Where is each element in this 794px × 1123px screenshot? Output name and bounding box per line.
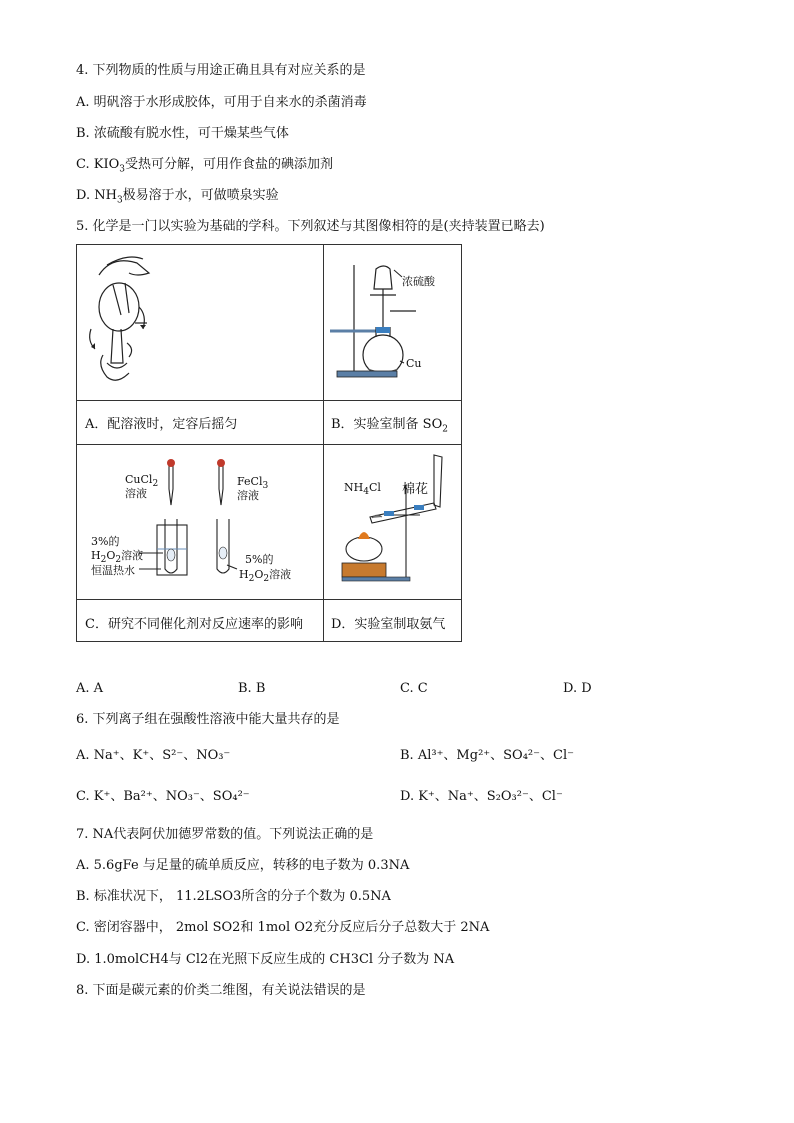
q7-option-d: D. 1.0molCH4与 Cl2在光照下反应生成的 CH3Cl 分子数为 NA	[76, 952, 455, 967]
label-cu: Cu	[406, 357, 422, 370]
label-solution-2: 溶液	[237, 489, 259, 502]
q5-option-d: D. D	[563, 681, 592, 696]
label-5-percent: 5%的	[245, 553, 274, 566]
label-hot-water-bath: 恒温热水	[91, 564, 135, 577]
label-3-percent: 3%的	[91, 535, 120, 548]
caption-b: B．实验室制备 $SO_2$	[331, 417, 448, 435]
q4-option-b: B. 浓硫酸有脱水性，可干燥某些气体	[76, 126, 289, 141]
q4-option-d: D. $NH_3$极易溶于水，可做喷泉实验	[76, 188, 279, 206]
q6-stem: 6. 下列离子组在强酸性溶液中能大量共存的是	[76, 712, 340, 727]
q5-option-b: B. B	[238, 681, 266, 696]
figure-c-catalyst	[77, 445, 323, 599]
q4-stem: 4. 下列物质的性质与用途正确且具有对应关系的是	[76, 63, 366, 78]
q6-option-b: B. Al³⁺、Mg²⁺、SO₄²⁻、Cl⁻	[400, 748, 574, 763]
caption-d: D．实验室制取氨气	[331, 617, 446, 632]
q6-option-c: C. K⁺、Ba²⁺、NO₃⁻、SO₄²⁻	[76, 789, 250, 804]
q7-option-a: A. 5.6gFe 与足量的硫单质反应，转移的电子数为 0.3NA	[76, 858, 410, 873]
q5-option-a: A. A	[76, 681, 104, 696]
q7-option-b: B. 标准状况下， 11.2LSO3所含的分子个数为 0.5NA	[76, 889, 391, 904]
caption-c: C．研究不同催化剂对反应速率的影响	[85, 617, 303, 632]
caption-a: A．配溶液时，定容后摇匀	[85, 417, 238, 432]
label-cucl2: CuCl$_2$	[125, 473, 159, 490]
q4-option-c: C. $KIO_3$受热可分解，可用作食盐的碘添加剂	[76, 157, 334, 175]
label-conc-h2so4: 浓硫酸	[402, 275, 435, 288]
figure-b-so2-apparatus	[324, 245, 463, 400]
figure-a-flask-shaking	[77, 245, 323, 400]
q8-stem: 8. 下面是碳元素的价类二维图，有关说法错误的是	[76, 983, 366, 998]
label-solution-1: 溶液	[125, 487, 147, 500]
q5-figure-table	[76, 244, 462, 642]
label-fecl3: FeCl$_3$	[237, 475, 269, 492]
q6-option-a: A. Na⁺、K⁺、S²⁻、NO₃⁻	[76, 748, 231, 763]
q4-option-a: A. 明矾溶于水形成胶体，可用于自来水的杀菌消毒	[76, 95, 367, 110]
label-nh4cl: $NH_4Cl$	[344, 481, 381, 498]
q5-option-c: C. C	[400, 681, 428, 696]
flask-hand-illustration	[77, 245, 323, 400]
figure-d-ammonia-apparatus	[324, 445, 463, 599]
q6-option-d: D. K⁺、Na⁺、S₂O₃²⁻、Cl⁻	[400, 789, 563, 804]
label-cotton: 棉花	[402, 482, 429, 497]
q5-stem: 5. 化学是一门以实验为基础的学科。下列叙述与其图像相符的是(夹持装置已略去)	[76, 219, 545, 234]
so2-apparatus-illustration	[324, 245, 463, 400]
label-h2o2-solution-2: $H_2O_2$溶液	[239, 568, 292, 585]
label-h2o2-solution-1: $H_2O_2$溶液	[91, 549, 144, 566]
q7-option-c: C. 密闭容器中， 2mol SO2和 1mol O2充分反应后分子总数大于 2NA	[76, 920, 490, 935]
ammonia-apparatus-illustration	[324, 445, 463, 599]
q7-stem: 7. NA代表阿伏加德罗常数的值。下列说法正确的是	[76, 827, 374, 842]
